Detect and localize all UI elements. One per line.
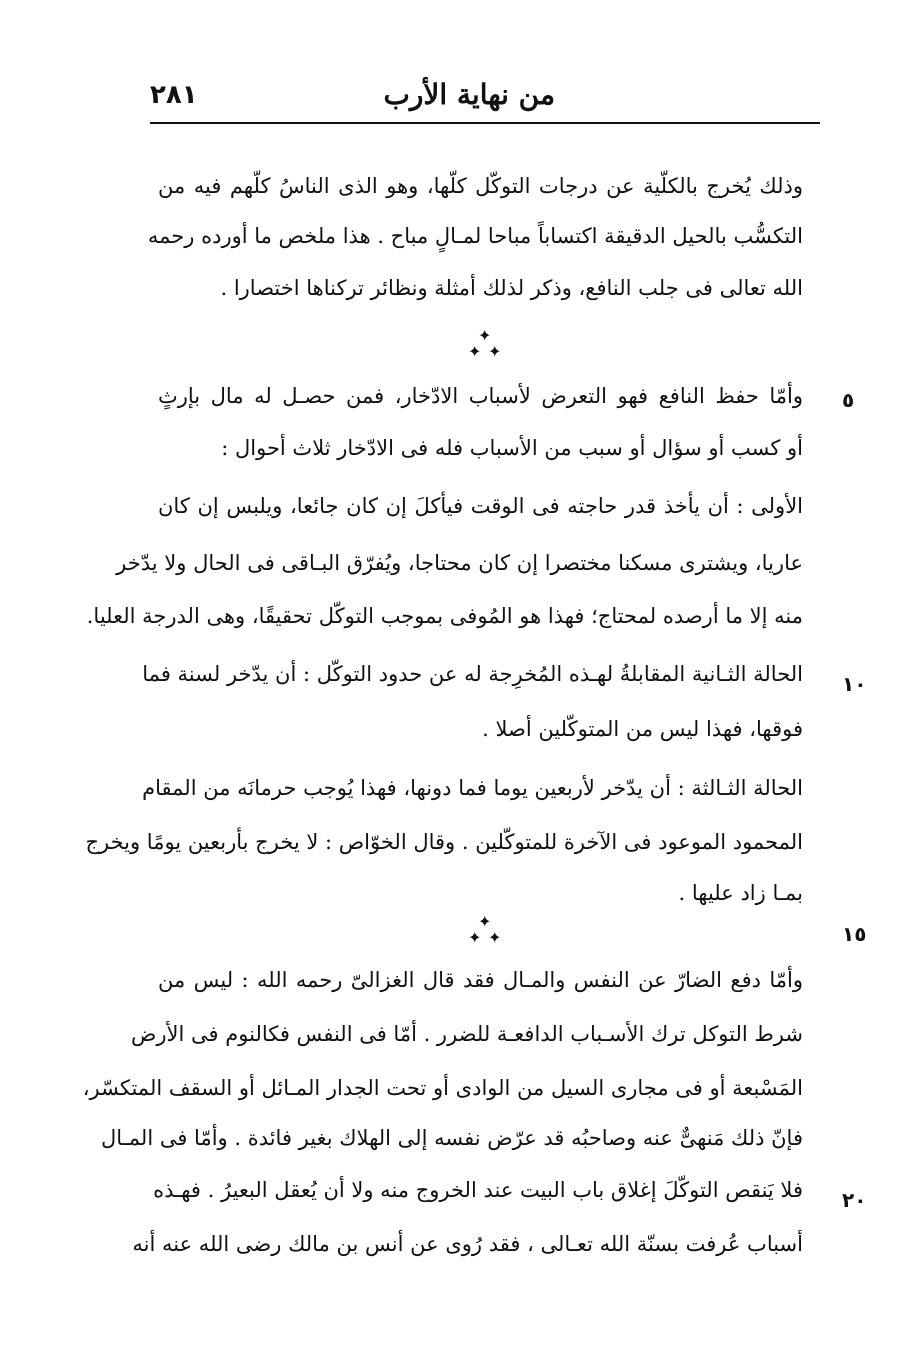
text-line: أسباب عُرفت بسنّة الله تعـالى ، فقد رُوى عن أنس بن مالك رضى الله عنه أنه <box>132 1232 803 1256</box>
text-line: وأمّا دفع الضارّ عن النفس والمـال فقد قال الغزالىّ رحمه الله : ليس من <box>158 968 803 992</box>
text-line: عاريا، ويشترى مسكنا مختصرا إن كان محتاجا، ويُفرّق البـاقى فى الحال ولا يدّخر <box>116 551 803 575</box>
text-line: وأمّا حفظ النافع فهو التعرض لأسباب الادّخار، فمن حصـل له مال بإرثٍ <box>158 384 803 408</box>
text-line: فلا يَنقص التوكّلَ إغلاق باب البيت عند الخروج منه ولا أن يُعقل البعيرُ . فهـذه <box>153 1178 803 1202</box>
running-title: من نهاية الأرب <box>383 78 555 111</box>
line-number: ٢٠ <box>842 1188 867 1212</box>
text-line: الحالة الثـالثة : أن يدّخر لأربعين يوما فما دونها، فهذا يُوجب حرمانَه من المقام <box>142 776 803 800</box>
line-number: ١٥ <box>842 922 867 946</box>
text-line: المَسْبعة أو فى مجارى السيل من الوادى أو تحت الجدار المـائل أو السقف المتكسّر، <box>82 1076 803 1100</box>
section-divider-ornament: ✦ ✦ ✦ <box>468 326 502 361</box>
section-divider-ornament: ✦ ✦ ✦ <box>468 912 502 947</box>
text-line: منه إلا ما أرصده لمحتاج؛ فهذا هو المُوفى بموجب التوكّل تحقيقًا، وهى الدرجة العليا. <box>86 604 803 628</box>
text-line: الله تعالى فى جلب النافع، وذكر لذلك أمثلة ونظائر تركناها اختصارا . <box>220 276 803 300</box>
header-rule <box>150 122 820 124</box>
text-line: التكسُّب بالحيل الدقيقة اكتساباً مباحا لمـالٍ مباح . هذا ملخص ما أورده رحمه <box>147 224 803 248</box>
text-line: فإنّ ذلك مَنهىٌّ عنه وصاحبُه قد عرّض نفسه إلى الهلاك بغير فائدة . وأمّا فى المـال <box>100 1126 803 1150</box>
text-line: الحالة الثـانية المقابلةُ لهـذه المُخرِجة له عن حدود التوكّل : أن يدّخر لسنة فما <box>142 662 803 686</box>
page-header <box>150 72 820 122</box>
text-line: المحمود الموعود فى الآخرة للمتوكّلين . وقال الخوّاص : لا يخرج بأربعين يومًا ويخرج <box>85 830 803 854</box>
text-line: أو كسب أو سؤال أو سبب من الأسباب فله فى الادّخار ثلاث أحوال : <box>221 436 803 460</box>
text-line: الأولى : أن يأخذ قدر حاجته فى الوقت فيأكلَ إن كان جائعا، ويلبس إن كان <box>158 494 803 518</box>
line-number: ٥ <box>842 388 855 412</box>
page-number: ٢٨١ <box>150 80 198 110</box>
text-line: فوقها، فهذا ليس من المتوكّلين أصلا . <box>482 717 803 741</box>
line-number: ١٠ <box>842 672 867 696</box>
text-line: بمـا زاد عليها . <box>678 881 803 905</box>
text-line: شرط التوكل ترك الأسـباب الدافعـة للضرر . أمّا فى النفس فكالنوم فى الأرض <box>131 1022 803 1046</box>
text-line: وذلك يُخرج بالكلّية عن درجات التوكّل كلّها، وهو الذى الناسُ كلّهم فيه من <box>158 174 803 198</box>
